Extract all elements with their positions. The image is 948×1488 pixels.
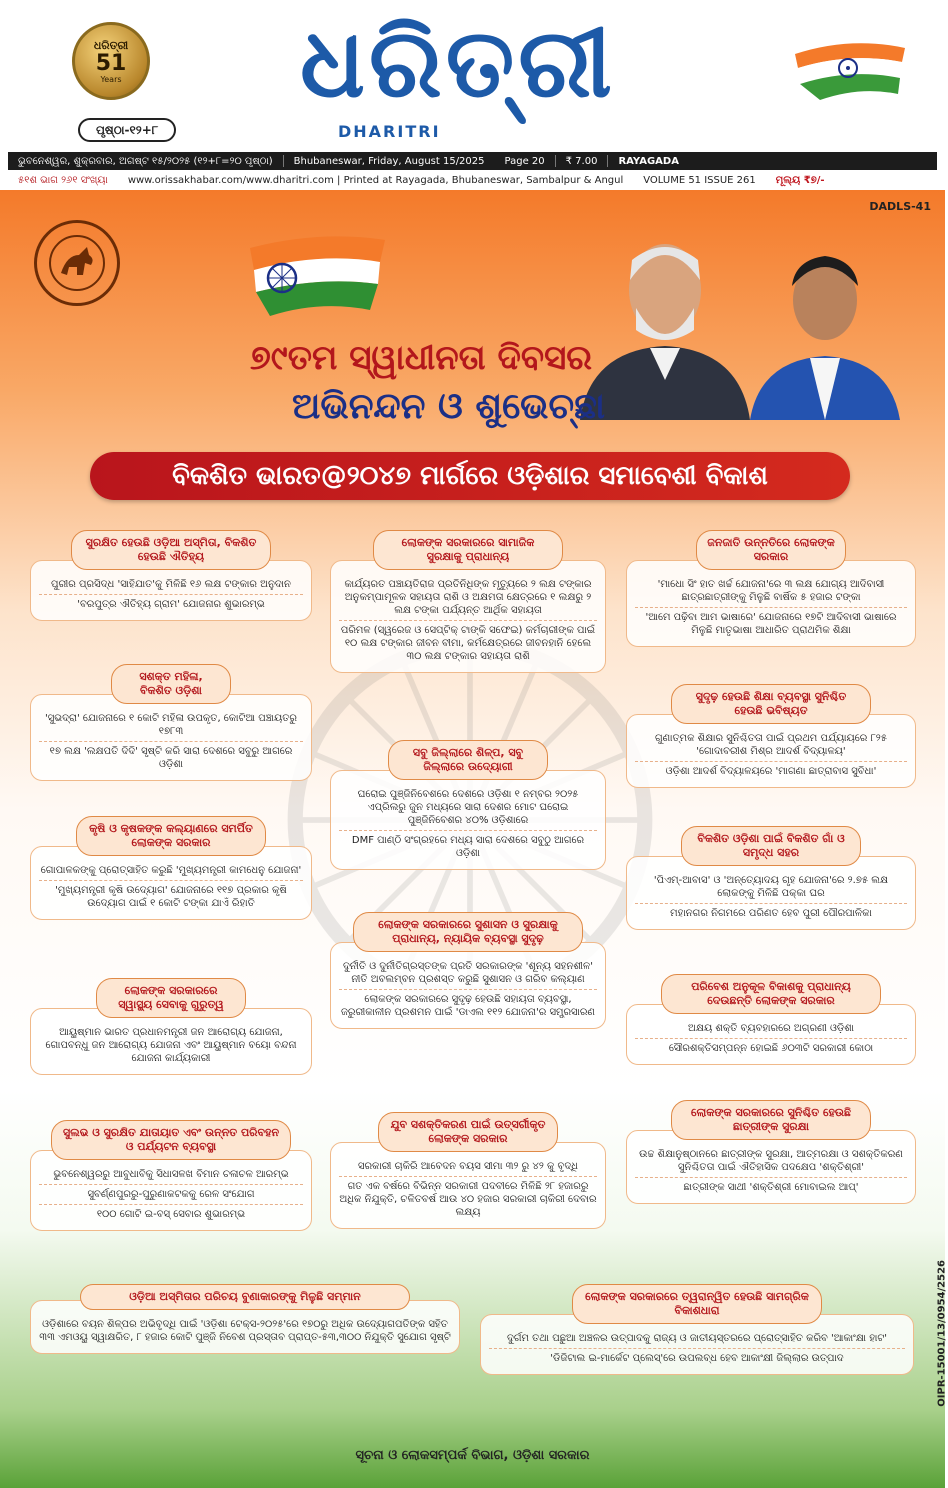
card-item: ଭୁବନେଶ୍ୱରରୁ ଆବୁଧାବିକୁ ସିଧାସଳଖ ବିମାନ ଚଳାଚଳ ଆରମ୍ଭ	[53, 1169, 289, 1180]
newspaper-logo-english: DHARITRI	[338, 122, 441, 141]
price-odia: ମୂଲ୍ୟ ₹୭/-	[775, 174, 825, 186]
card-item: ଓଡ଼ିଶା ଆଦର୍ଶ ବିଦ୍ୟାଳୟରେ 'ମାଗଣା ଛାତ୍ରାବାସ ସୁବିଧା'	[635, 761, 907, 781]
card-title: କୃଷି ଓ କୃଷକଙ୍କ କଲ୍ୟାଣରେ ସମର୍ପିତ ଲୋକଙ୍କ ସରକାର	[76, 816, 266, 856]
card-heritage	[30, 530, 312, 621]
card-title: ଓଡ଼ିଆ ଅସ୍ମିତାର ପରିଚୟ ବୁଣାକାରଙ୍କୁ ମିଳୁଛି ସମ୍ମାନ	[80, 1284, 410, 1310]
newspaper-logo: ଧରିତ୍ରୀ	[300, 6, 616, 119]
price: ₹ 7.00	[565, 155, 598, 167]
badge-years: Years	[100, 74, 122, 84]
card-villages-cities	[626, 826, 916, 930]
card-holistic-development	[480, 1284, 914, 1375]
card-title: ଲୋକଙ୍କ ସରକାରରେ ସୁନିଶ୍ଚିତ ହେଉଛି ଛାତ୍ରୀଙ୍କ ସୁରକ୍ଷା	[671, 1100, 871, 1140]
card-title: ସଶକ୍ତ ମହିଳା, ବିକଶିତ ଓଡ଼ିଶା	[111, 664, 231, 704]
edition-info-row	[8, 172, 937, 188]
card-item: ଉଚ୍ଚ ଶିକ୍ଷାନୁଷ୍ଠାନରେ ଛାତ୍ରୀଙ୍କ ସୁରକ୍ଷା, ଆତ୍ମରକ୍ଷା ଓ ସଶକ୍ତିକରଣ ସୁନିଶ୍ଚିତତା ପାଇଁ ଐତିହାସିକ ପଦକ୍ଷେପ 'ଶକ୍ତିଶ୍ରୀ'	[639, 1149, 903, 1173]
card-industry	[330, 740, 606, 870]
card-title: ଲୋକଙ୍କ ସରକାରରେ ସୁଶାସନ ଓ ସୁରକ୍ଷାକୁ ପ୍ରାଧାନ୍ୟ, ନ୍ୟାୟିକ ବ୍ୟବସ୍ଥା ସୁଦୃଢ଼	[353, 912, 583, 952]
portrait-left-icon	[580, 244, 750, 420]
badge-title: ଧରିତ୍ରୀ	[93, 38, 129, 52]
card-weavers	[30, 1284, 460, 1354]
card-item: ଗୋପାଳକଙ୍କୁ ପ୍ରୋତ୍ସାହିତ କରୁଛି 'ମୁଖ୍ୟମନ୍ତ୍ରୀ କାମଧେନୁ ଯୋଜନା'	[40, 865, 302, 876]
card-item: କାର୍ଯ୍ୟରତ ପଞ୍ଚାୟତିରାଜ ପ୍ରତିନିଧିଙ୍କ ମୃତ୍ୟୁରେ ୨ ଲକ୍ଷ ଟଙ୍କାର ଅନୁକମ୍ପାମୂଳକ ସହାୟତା ରାଶି ଓ ଅକ୍ଷମତା କ୍ଷେତ୍ରରେ ୧ ଲକ୍ଷରୁ ୨ ଲକ୍ଷ ଟଙ୍କା ପର୍ଯ୍ୟନ୍ତ ଆର୍ଥିକ ସହାୟତା	[344, 579, 592, 616]
card-agriculture	[30, 816, 312, 920]
odisha-emblem-icon	[34, 220, 120, 306]
card-item: 'ବରପୁତ୍ର ଐତିହ୍ୟ ଗ୍ରାମ' ଯୋଜନାର ଶୁଭାରମ୍ଭ	[39, 594, 303, 614]
anniversary-badge	[72, 22, 150, 100]
card-item: 'ଡିଜିଟାଲ ଇ-ମାର୍କେଟ ପ୍ଲେସ୍'ରେ ଉପଲବ୍ଧ ହେବ ଆକାଂକ୍ଷୀ ଜିଲ୍ଲାର ଉତ୍ପାଦ	[489, 1348, 905, 1368]
leaders-portraits	[570, 220, 910, 420]
card-item: ଅକ୍ଷୟ ଶକ୍ତି ବ୍ୟବହାରରେ ଅଗ୍ରଣୀ ଓଡ଼ିଶା	[688, 1023, 854, 1034]
oipr-code: OIPR-15001/13/0954/2526	[937, 1260, 948, 1407]
card-item: ଲୋକଙ୍କ ସରକାରରେ ସୁଦୃଢ଼ ହେଉଛି ସହାୟତା ବ୍ୟବସ୍ଥା, ଜରୁରୀକାଳୀନ ପ୍ରଶମନ ପାଇଁ 'ଡାଏଲ ୧୧୨ ଯୋଜନା'ର ସମ୍ପ୍ରସାରଣ	[339, 989, 597, 1022]
card-title: ଲୋକଙ୍କ ସରକାରରେ ସ୍ୱାସ୍ଥ୍ୟ ସେବାକୁ ଗୁରୁତ୍ୱ	[96, 978, 246, 1018]
card-item: ପରିମଳ (ସ୍ୱରେଜ ଓ ସେପ୍ଟିକ୍ ଟାଙ୍କି ସଫେଇ) କର୍ମଚାରୀଙ୍କ ପାଇଁ ୧୦ ଲକ୍ଷ ଟଙ୍କାର ଜୀବନ ବୀମା, କର୍ମକ୍ଷେତ୍ରରେ ଜୀବନହାନି ହେଲେ ୩୦ ଲକ୍ଷ ଟଙ୍କାର ସହାୟତା ରାଶି	[339, 620, 597, 666]
page-number: Page 20	[504, 155, 545, 167]
odia-dateline: ଭୁବନେଶ୍ୱର, ଶୁକ୍ରବାର, ଅଗଷ୍ଟ ୧୫/୨୦୨୫ (୧୨+୮=୨୦ ପୃଷ୍ଠା)	[18, 155, 273, 167]
card-item: ପୁରୀର ପ୍ରସିଦ୍ଧ 'ସାହିଯାତ'କୁ ମିଳିଛି ୧୬ ଲକ୍ଷ ଟଙ୍କାର ଅନୁଦାନ	[51, 579, 291, 590]
headline-line1: ୭୯ତମ ସ୍ୱାଧୀନତା ଦିବସର	[250, 338, 593, 378]
edition-info-bar	[8, 152, 937, 170]
pages-label: ପୃଷ୍ଠା-୧୨+୮	[78, 118, 176, 142]
card-item: ସୁବର୍ଣ୍ଣପୁରରୁ-ପୁରୁଣାକଟକକୁ ରେଳ ସଂଯୋଗ	[39, 1184, 303, 1204]
tricolour-brush-flag-icon	[240, 230, 390, 320]
card-item: ଓଡ଼ିଶାରେ ବୟନ ଶିଳ୍ପର ଅଭିବୃଦ୍ଧି ପାଇଁ 'ଓଡ଼ିଶା ଟେକ୍ସ-୨୦୨୫'ରେ ୧୭୦ରୁ ଅଧିକ ଉଦ୍ୟୋଗପତିଙ୍କ ସହିତ ୩୩ ଏମଓୟୁ ସ୍ୱାକ୍ଷରିତ, ୮ ହଜାର କୋଟି ପୁଞ୍ଜି ନିବେଶ ପ୍ରସ୍ତାବ ପ୍ରାପ୍ତ-୫୩,୩୦୦ ନିଯୁକ୍ତି ସୁଯୋଗ ସୃଷ୍ଟି	[39, 1319, 451, 1343]
card-title: ପରିବେଶ ଅନୁକୂଳ ବିକାଶକୁ ପ୍ରାଧାନ୍ୟ ଦେଉଛନ୍ତି ଲୋକଙ୍କ ସରକାର	[661, 974, 881, 1014]
card-transport	[30, 1120, 312, 1231]
independence-day-advertisement	[0, 190, 948, 1488]
card-item: ଗତ ଏକ ବର୍ଷରେ ବିଭିନ୍ନ ସରକାରୀ ପଦବୀରେ ମିଳିଛି ୨୮ ହଜାରରୁ ଅଧିକ ନିଯୁକ୍ତି, ଚଳିତବର୍ଷ ଆଉ ୪୦ ହଜାର ସରକାରୀ ଚାକିରୀ ଦେବାର ଲକ୍ଷ୍ୟ	[339, 1176, 597, 1222]
card-title: ସୁରକ୍ଷିତ ହେଉଛି ଓଡ଼ିଆ ଅସ୍ମିତା, ବିକଶିତ ହେଉଛି ଐତିହ୍ୟ	[71, 530, 271, 570]
edition-name: RAYAGADA	[618, 155, 679, 167]
card-item: ୧୭ ଲକ୍ଷ 'ଲକ୍ଷପତି ଦିଦି' ସୃଷ୍ଟି କରି ସାରା ଦେଶରେ ସବୁରୁ ଆଗରେ ଓଡ଼ିଶା	[39, 741, 303, 774]
card-item: ଘରୋଇ ପୁଞ୍ଜିନିବେଶରେ ଦେଶରେ ଓଡ଼ିଶା ୧ ନମ୍ବର ୨୦୨୫ ଏପ୍ରିଲରୁ ଜୁନ ମଧ୍ୟରେ ସାରା ଦେଶର ମୋଟ ଘରୋଇ ପୁଞ୍ଜିନିବେଶର ୪୦% ଓଡ଼ିଶାରେ	[357, 789, 579, 826]
tricolour-flag-icon	[790, 34, 908, 104]
ad-code: DADLS-41	[869, 200, 931, 213]
card-title: ଜନଜାତି ଉନ୍ନତିରେ ଲୋକଙ୍କ ସରକାର	[696, 530, 846, 570]
card-education	[626, 684, 916, 788]
website-line: www.orissakhabar.com/www.dharitri.com | Printed at Rayagada, Bhubaneswar, Sambalpur & Angul	[127, 174, 624, 186]
card-item: ସରକାରୀ ଚାକିରି ଆବେଦନ ବୟସ ସୀମା ୩୨ ରୁ ୪୨ କୁ ବୃଦ୍ଧି	[357, 1161, 579, 1172]
card-item: ୧୦୦ ଗୋଟି ଇ-ବସ୍ ସେବାର ଶୁଭାରମ୍ଭ	[39, 1204, 303, 1224]
card-title: ସୁଦୃଢ଼ ହେଉଛି ଶିକ୍ଷା ବ୍ୟବସ୍ଥା ସୁନିଶ୍ଚିତ ହେଉଛି ଭବିଷ୍ୟତ	[671, 684, 871, 724]
volume-issue: VOLUME 51 ISSUE 261	[643, 174, 756, 186]
card-title: ଲୋକଙ୍କ ସରକାରରେ ସାମାଜିକ ସୁରକ୍ଷାକୁ ପ୍ରାଧାନ୍ୟ	[373, 530, 563, 570]
card-tribal	[626, 530, 916, 647]
portrait-right-icon	[750, 256, 900, 420]
card-title: ସୁଲଭ ଓ ସୁରକ୍ଷିତ ଯାତାୟାତ ଏବଂ ଉନ୍ନତ ପରିବହନ ଓ ପର୍ଯ୍ୟଟନ ବ୍ୟବସ୍ଥା	[51, 1120, 291, 1160]
card-title: ଲୋକଙ୍କ ସରକାରରେ ତ୍ୱରାନ୍ୱିତ ହେଉଛି ସାମଗ୍ରିକ ବିକାଶଧାରା	[572, 1284, 822, 1324]
card-title: ସବୁ ଜିଲ୍ଲାରେ ଶିଳ୍ପ, ସବୁ ଜିଲ୍ଲାରେ ଉଦ୍ୟୋଗୀ	[388, 740, 548, 780]
emblem-horse-icon	[47, 233, 107, 293]
card-youth	[330, 1112, 606, 1229]
card-item: 'ମୁଖ୍ୟମନ୍ତ୍ରୀ କୃଷି ଉଦ୍ୟୋଗ' ଯୋଜନାରେ ୧୧୭ ପ୍ରକାର କୃଷି ଉଦ୍ୟୋଗ ପାଇଁ ୧ କୋଟି ଟଙ୍କା ଯାଏଁ ରିହାତି	[39, 880, 303, 913]
card-item: ଦୁର୍ଗମ ତଥା ପଛୁଆ ଅଞ୍ଚଳର ଉତ୍ପାଦକୁ ରାଜ୍ୟ ଓ ଜାତୀୟସ୍ତରରେ ପ୍ରୋତ୍ସାହିତ କରିବ 'ଆକାଂକ୍ଷା ହାଟ'	[506, 1333, 888, 1344]
card-item: ଗୁଣାତ୍ମକ ଶିକ୍ଷାର ସୁନିଶ୍ଚିତତା ପାଇଁ ପ୍ରଥମ ପର୍ଯ୍ୟାୟରେ ୮୨୫ 'ଗୋଦାବରୀଶ ମିଶ୍ର ଆଦର୍ଶ ବିଦ୍ୟାଳୟ'	[654, 733, 888, 757]
card-item: DMF ପାଣ୍ଠି ସଂଗ୍ରହରେ ମଧ୍ୟ ସାରା ଦେଶରେ ସବୁଠୁ ଆଗରେ ଓଡ଼ିଶା	[339, 830, 597, 863]
card-item: 'ମାଧୋ ସିଂ ହାତ ଖର୍ଚ୍ଚ ଯୋଜନା'ରେ ୩ ଲକ୍ଷ ଯୋଗ୍ୟ ଆଦିବାସୀ ଛାତ୍ରଛାତ୍ରୀଙ୍କୁ ମିଳୁଛି ବାର୍ଷିକ ୫ ହଜାର ଟଙ୍କା	[657, 579, 885, 603]
headline-line2: ଅଭିନନ୍ଦନ ଓ ଶୁଭେଚ୍ଛା	[292, 386, 606, 427]
card-item: 'ଆମେ ପଢ଼ିବା ଆମ ଭାଷାରେ' ଯୋଜନାରେ ୧୭ଟି ଆଦିବାସୀ ଭାଷାରେ ମିଳୁଛି ମାତୃଭାଷା ଆଧାରିତ ପ୍ରାଥମିକ ଶିକ୍ଷା	[635, 607, 907, 640]
card-environment	[626, 974, 916, 1065]
volume-odia: ୫୧ଶ ଭାଗ ୨୬୧ ସଂଖ୍ୟା	[18, 174, 108, 186]
masthead	[0, 0, 945, 190]
card-social-security	[330, 530, 606, 673]
card-title: ବିକଶିତ ଓଡ଼ିଶା ପାଇଁ ବିକଶିତ ଗାଁ ଓ ସମୃଦ୍ଧ ସହର	[681, 826, 861, 866]
card-item: ଛାତ୍ରୀଙ୍କ ସାଥୀ 'ଶକ୍ତିଶ୍ରୀ ମୋବାଇଲ ଆପ୍'	[635, 1177, 907, 1197]
english-dateline: Bhubaneswar, Friday, August 15/2025	[293, 155, 485, 167]
card-student-safety	[626, 1100, 916, 1204]
card-item: ସୌରଶକ୍ତିସମ୍ପନ୍ନ ହୋଇଛି ୬୦୩ଟି ସରକାରୀ କୋଠା	[635, 1038, 907, 1058]
card-item: ମହାନଗର ନିଗମରେ ପରିଣତ ହେବ ପୁରୀ ପୌରପାଳିକା	[635, 903, 907, 923]
card-item: ଆୟୁଷ୍ମାନ ଭାରତ ପ୍ରଧାନମନ୍ତ୍ରୀ ଜନ ଆରୋଗ୍ୟ ଯୋଜନା, ଗୋପବନ୍ଧୁ ଜନ ଆରୋଗ୍ୟ ଯୋଜନା ଏବଂ ଆୟୁଷ୍ମାନ ବୟୋ ବନ୍ଦନା ଯୋଜନା କାର୍ଯ୍ୟକାରୀ	[45, 1027, 297, 1064]
card-item: 'ପିଏମ୍-ଆବାସ' ଓ 'ଅନ୍ତ୍ୟୋଦୟ ଗୃହ ଯୋଜନା'ରେ ୨.୭୫ ଲକ୍ଷ ଲୋକଙ୍କୁ ମିଳିଛି ପକ୍କା ଘର	[653, 875, 889, 899]
card-item: 'ସୁଭଦ୍ରା' ଯୋଜନାରେ ୧ କୋଟି ମହିଳା ଉପକୃତ, କୋଟିଆ ପଞ୍ଚାୟତରୁ ୧୭୮୩	[44, 713, 298, 737]
card-good-governance	[330, 912, 606, 1029]
badge-number: 51	[95, 50, 127, 76]
department-footer: ସୂଚନା ଓ ଲୋକସମ୍ପର୍କ ବିଭାଗ, ଓଡ଼ିଶା ସରକାର	[355, 1448, 590, 1463]
card-title: ଯୁବ ସଶକ୍ତିକରଣ ପାଇଁ ଉତ୍ସର୍ଗୀକୃତ ଲୋକଙ୍କ ସରକାର	[378, 1112, 558, 1152]
card-women-empowerment	[30, 664, 312, 781]
card-item: ଦୁର୍ନୀତି ଓ ଦୁର୍ନୀତିଗ୍ରସ୍ତଙ୍କ ପ୍ରତି ସରକାରଙ୍କ 'ଶୂନ୍ୟ ସହନଶୀଳ' ନୀତି ଅବଲମ୍ବନ ପ୍ରଶସ୍ତ କରୁଛି ସୁଶାସନ ଓ ଗରିବ କଲ୍ୟାଣ	[342, 961, 594, 985]
theme-banner: ବିକଶିତ ଭାରତ@୨୦୪୭ ମାର୍ଗରେ ଓଡ଼ିଶାର ସମାବେଶୀ ବିକାଶ	[90, 452, 850, 500]
card-health	[30, 978, 312, 1075]
